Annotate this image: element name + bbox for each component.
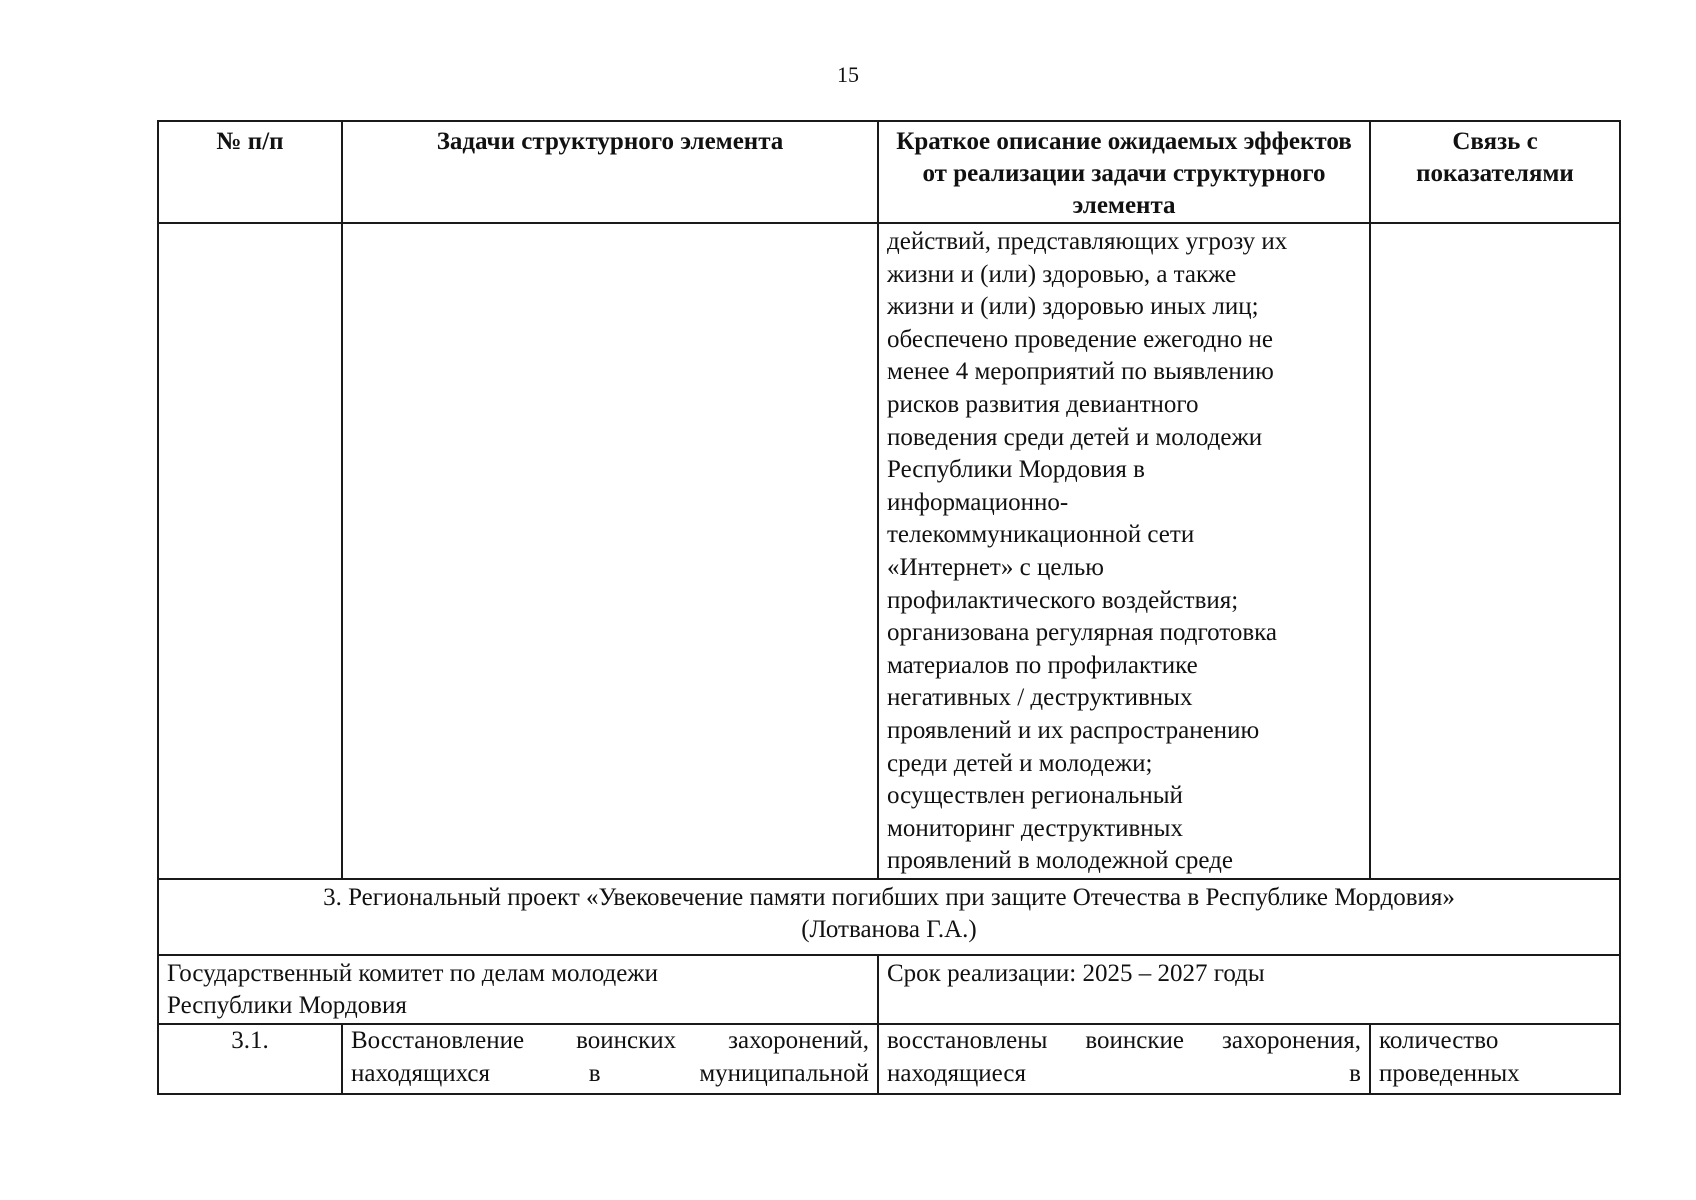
cell-number-empty	[158, 223, 342, 879]
effects-line: профилактического воздействия;	[887, 586, 1239, 614]
row-task-text: Восстановление воинских захоронений, находящихся в муниципальной	[351, 1027, 869, 1087]
implementation-period: Срок реализации: 2025 – 2027 годы	[887, 959, 1265, 987]
effects-line: рисков развития девиантного	[887, 390, 1199, 418]
header-number: № п/п	[158, 121, 342, 223]
effects-line: обеспечено проведение ежегодно не	[887, 325, 1273, 353]
project-curator: (Лотванова Г.А.)	[801, 916, 977, 944]
effects-line: материалов по профилактике	[887, 651, 1198, 679]
effects-line: осуществлен региональный	[887, 782, 1183, 810]
row-effect-text: восстановлены воинские захоронения, находящиеся в	[887, 1027, 1361, 1087]
structural-elements-table	[157, 120, 1621, 1095]
header-effects: Краткое описание ожидаемых эффектов от реализации задачи структурного элемента	[878, 121, 1370, 223]
effects-line: жизни и (или) здоровью, а также	[887, 260, 1237, 288]
effects-line: проявлений в молодежной среде	[887, 847, 1233, 875]
period-cell	[878, 955, 1620, 1024]
effects-text	[887, 224, 1361, 878]
project-title-row	[158, 879, 1620, 955]
cell-task-empty	[342, 223, 878, 879]
cell-effects-continued	[878, 223, 1370, 879]
project-title-cell	[158, 879, 1620, 955]
effects-line: проявлений и их распространению	[887, 716, 1260, 744]
effects-line: «Интернет» с целью	[887, 553, 1104, 581]
table-row-continued	[158, 223, 1620, 879]
table-row	[158, 1024, 1620, 1094]
row-number: 3.1.	[158, 1024, 342, 1094]
project-meta-row	[158, 955, 1620, 1024]
table-header-row	[158, 121, 1620, 223]
project-title: 3. Региональный проект «Увековечение памяти погибших при защите Отечества в Республике Мордовия»	[323, 883, 1455, 911]
effects-line: мониторинг деструктивных	[887, 814, 1183, 842]
effects-line: информационно-	[887, 488, 1069, 516]
effects-line: менее 4 мероприятий по выявлению	[887, 358, 1274, 386]
responsible-cell	[158, 955, 878, 1024]
effects-line: негативных / деструктивных	[887, 684, 1193, 712]
page-number: 15	[837, 62, 859, 87]
row-indicators-text: количество проведенных	[1379, 1027, 1520, 1087]
effects-line: Республики Мордовия в	[887, 456, 1145, 484]
responsible-body: Государственный комитет по делам молодежи Республики Мордовия	[167, 959, 658, 1020]
header-tasks: Задачи структурного элемента	[342, 121, 878, 223]
effects-line: жизни и (или) здоровью иных лиц;	[887, 293, 1259, 321]
effects-line: организована регулярная подготовка	[887, 619, 1278, 647]
header-indicators: Связь с показателями	[1370, 121, 1620, 223]
row-task	[342, 1024, 878, 1094]
effects-line: действий, представляющих угрозу их	[887, 228, 1288, 255]
effects-line: поведения среди детей и молодежи	[887, 423, 1263, 451]
row-indicators	[1370, 1024, 1620, 1094]
cell-indicators-empty	[1370, 223, 1620, 879]
row-effect	[878, 1024, 1370, 1094]
effects-line: телекоммуникационной сети	[887, 521, 1195, 549]
effects-line: среди детей и молодежи;	[887, 749, 1153, 777]
